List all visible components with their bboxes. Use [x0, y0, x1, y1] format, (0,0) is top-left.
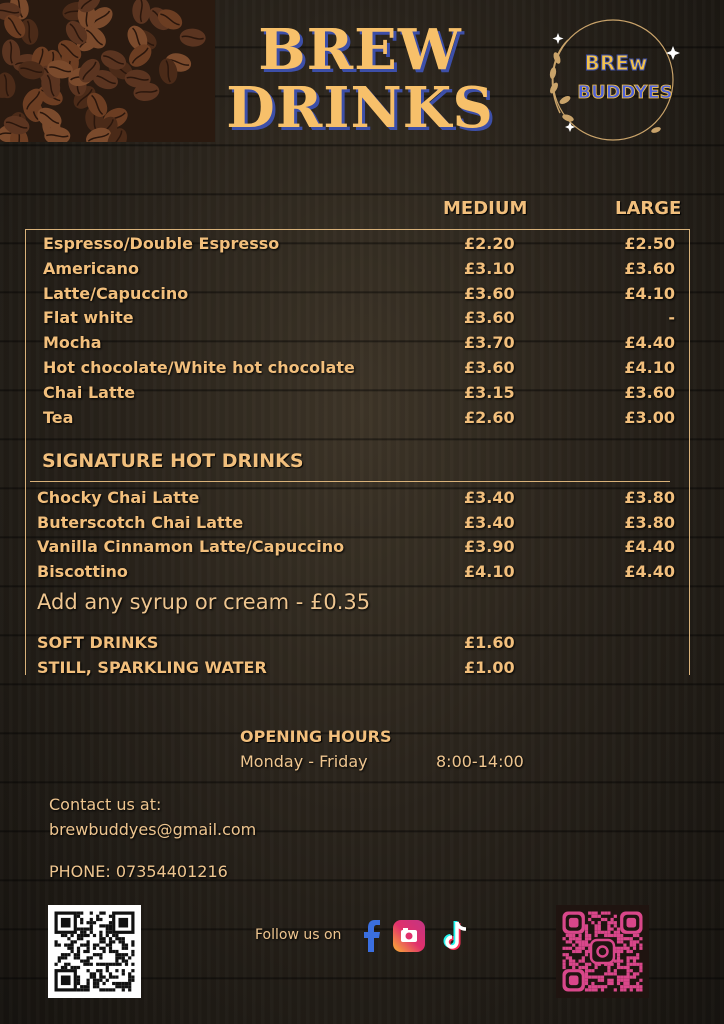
price-medium: £1.60: [464, 633, 515, 652]
price-medium: £4.10: [464, 561, 515, 581]
price-medium: £2.60: [464, 407, 515, 427]
frame-right-line: [689, 229, 690, 675]
logo-text-brew: BREw: [584, 51, 648, 75]
item-name: Hot chocolate/White hot chocolate: [43, 358, 355, 377]
price-large: £4.10: [624, 283, 675, 303]
frame-left-line: [25, 229, 26, 675]
instagram-icon[interactable]: [393, 920, 425, 952]
price-medium: £3.10: [464, 258, 515, 278]
price-medium: £3.60: [464, 308, 515, 328]
item-name: Flat white: [43, 308, 134, 328]
price-medium: £3.90: [464, 537, 515, 556]
price-medium: £3.60: [464, 283, 515, 303]
price-medium: £3.40: [464, 488, 515, 507]
item-name: Buterscotch Chai Latte: [37, 512, 244, 532]
title-line-2: DRINKS: [226, 75, 494, 141]
item-name: Tea: [43, 407, 74, 427]
contact-email[interactable]: brewbuddyes@gmail.com: [49, 820, 257, 839]
price-large: £3.60: [624, 258, 675, 278]
facebook-icon[interactable]: [360, 920, 384, 952]
brew-buddyes-logo: [538, 18, 688, 142]
contact-phone[interactable]: PHONE: 07354401216: [49, 862, 228, 881]
price-medium: £2.20: [464, 234, 515, 253]
header-rule: [25, 229, 690, 230]
signature-heading: SIGNATURE HOT DRINKS: [42, 450, 304, 472]
item-name: Chocky Chai Latte: [37, 488, 200, 507]
tiktok-icon[interactable]: [440, 920, 470, 952]
price-medium: £3.40: [464, 512, 515, 532]
signature-rule: [30, 481, 670, 482]
price-large: £4.10: [624, 358, 675, 377]
item-name: Chai Latte: [43, 382, 136, 402]
price-large: £2.50: [624, 234, 675, 253]
item-name: Latte/Capuccino: [43, 283, 189, 303]
price-medium: £1.00: [464, 657, 515, 677]
price-large: £3.60: [624, 382, 675, 402]
price-large: £4.40: [624, 333, 675, 353]
coffee-beans-image: [0, 0, 215, 142]
item-name: Espresso/Double Espresso: [43, 234, 280, 253]
price-medium: £3.60: [464, 358, 515, 377]
item-name: Mocha: [43, 333, 102, 353]
contact-label: Contact us at:: [49, 795, 162, 814]
item-name: STILL, SPARKLING WATER: [37, 657, 267, 677]
qr-code-left[interactable]: [48, 905, 141, 998]
item-name: Vanilla Cinnamon Latte/Capuccino: [37, 537, 345, 556]
price-large: £3.00: [624, 407, 675, 427]
column-header-large: LARGE: [615, 198, 682, 219]
syrup-note: Add any syrup or cream - £0.35: [37, 590, 371, 614]
price-medium: £3.15: [464, 382, 515, 402]
opening-time: 8:00-14:00: [436, 752, 524, 771]
price-large: £4.40: [624, 537, 675, 556]
item-name: Americano: [43, 258, 139, 278]
price-large: £4.40: [624, 561, 675, 581]
column-header-medium: MEDIUM: [443, 198, 528, 219]
price-large: £3.80: [624, 488, 675, 507]
price-medium: £3.70: [464, 333, 515, 353]
qr-code-instagram[interactable]: [556, 905, 649, 998]
price-large: £3.80: [624, 512, 675, 532]
title-line-1: BREW: [258, 17, 462, 83]
opening-days: Monday - Friday: [240, 752, 368, 771]
item-name: SOFT DRINKS: [37, 633, 159, 652]
item-name: Biscottino: [37, 561, 128, 581]
price-large: -: [668, 308, 675, 328]
follow-us-label: Follow us on: [255, 927, 342, 943]
opening-hours-heading: OPENING HOURS: [240, 727, 392, 746]
logo-text-buddyes: BUDDYES: [577, 82, 673, 103]
